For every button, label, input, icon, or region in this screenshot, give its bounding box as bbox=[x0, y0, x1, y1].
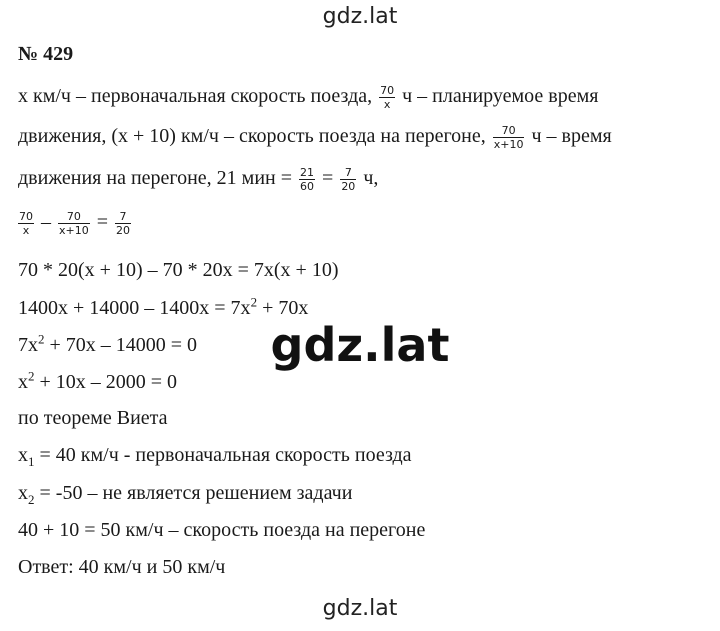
text: ч – время bbox=[526, 125, 612, 148]
numerator: 70 bbox=[58, 210, 90, 224]
solution-line-2 bbox=[18, 296, 308, 320]
text: x bbox=[18, 482, 28, 504]
numerator: 70 bbox=[380, 84, 395, 97]
watermark-top: gdz.lat bbox=[322, 4, 398, 29]
numerator: 70 bbox=[493, 124, 525, 138]
denominator: 20 bbox=[341, 180, 356, 193]
fraction bbox=[18, 210, 34, 237]
solution-line-8: 40 + 10 = 50 км/ч – скорость поезда на перегоне bbox=[18, 519, 426, 541]
exponent: 2 bbox=[38, 331, 45, 347]
text: = -50 – не является решением задачи bbox=[34, 482, 353, 504]
equation-line bbox=[18, 210, 133, 237]
paragraph-line-2 bbox=[18, 124, 612, 151]
text: x bbox=[18, 444, 28, 466]
solution-line-1: 70 * 20(x + 10) – 70 * 20x = 7x(x + 10) bbox=[18, 259, 339, 281]
text: + 10x – 2000 = 0 bbox=[34, 371, 178, 393]
paragraph-line-3 bbox=[18, 166, 378, 193]
text: = bbox=[317, 167, 339, 190]
subscript: 2 bbox=[28, 492, 35, 507]
solution-line-5: по теореме Виета bbox=[18, 407, 168, 429]
text: x bbox=[18, 371, 28, 393]
denominator: 20 bbox=[116, 224, 131, 237]
paragraph-line-1 bbox=[18, 84, 598, 111]
numerator: 70 bbox=[19, 210, 33, 223]
text: + 70x – 14000 = 0 bbox=[44, 334, 198, 356]
fraction bbox=[379, 84, 395, 111]
denominator: x+10 bbox=[59, 224, 89, 237]
fraction bbox=[58, 210, 90, 237]
text: + 70x bbox=[257, 297, 309, 319]
fraction bbox=[115, 210, 131, 237]
text: 7x bbox=[18, 334, 38, 356]
exponent: 2 bbox=[28, 368, 35, 384]
solution-line-4 bbox=[18, 370, 177, 394]
text: x км/ч – первоначальная скорость поезда, bbox=[18, 85, 378, 108]
solution-line-7 bbox=[18, 481, 352, 505]
fraction bbox=[340, 166, 356, 193]
text: = 40 км/ч - первоначальная скорость поезда bbox=[34, 444, 412, 466]
subscript: 1 bbox=[28, 454, 35, 469]
denominator: x+10 bbox=[493, 138, 524, 151]
watermark-bottom: gdz.lat bbox=[322, 596, 398, 621]
exponent: 2 bbox=[250, 294, 258, 310]
numerator: 7 bbox=[115, 210, 131, 224]
denominator: 60 bbox=[300, 180, 315, 193]
answer-line: Ответ: 40 км/ч и 50 км/ч bbox=[18, 556, 226, 578]
problem-number: № 429 bbox=[18, 43, 74, 65]
denominator: x bbox=[383, 98, 391, 111]
fraction bbox=[299, 166, 315, 193]
text: 1400x + 14000 – 1400x = 7x bbox=[18, 297, 251, 319]
text: ч – планируемое время bbox=[397, 85, 599, 108]
numerator: 7 bbox=[340, 166, 356, 180]
fraction bbox=[493, 124, 525, 151]
solution-line-6 bbox=[18, 443, 412, 467]
text: движения на перегоне, 21 мин = bbox=[18, 167, 298, 190]
text: движения, (x + 10) км/ч – скорость поезда на перегоне, bbox=[18, 125, 491, 148]
operator: = bbox=[91, 211, 114, 234]
operator: – bbox=[36, 211, 56, 234]
numerator: 21 bbox=[300, 166, 315, 179]
denominator: x bbox=[22, 224, 30, 237]
watermark-middle: gdz.lat bbox=[270, 318, 450, 372]
text: ч, bbox=[358, 167, 379, 190]
